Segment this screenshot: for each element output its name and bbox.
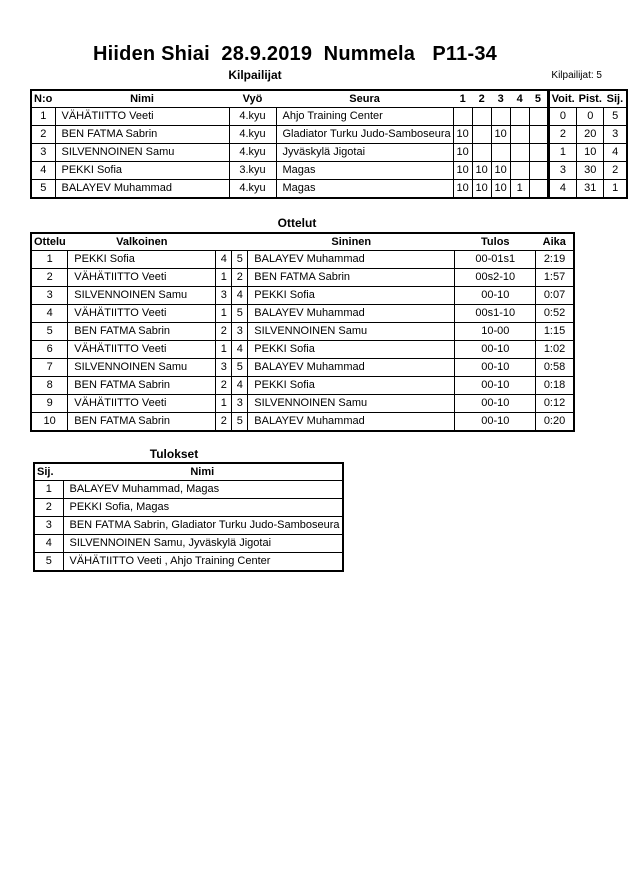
cell-tulos: 00s2-10 [455,269,536,287]
table-row [31,395,574,413]
cell-bno: 5 [232,251,248,269]
cell-pist: 0 [577,108,604,126]
col-header-pist: Pist. [577,90,604,108]
table-row [31,341,574,359]
cell-sininen: BALAYEV Muhammad [248,251,455,269]
cell-bno: 5 [232,413,248,432]
col-header-wno [216,233,232,251]
table-row [31,287,574,305]
col-header-sij: Sij. [604,90,627,108]
cell-valkoinen: SILVENNOINEN Samu [68,287,216,305]
cell-bno: 4 [232,287,248,305]
cell-bno: 3 [232,395,248,413]
cell-sij: 2 [34,499,63,517]
cell-bno: 5 [232,359,248,377]
cell-voit: 1 [548,144,577,162]
cell-pist: 30 [577,162,604,180]
cell-ottelu: 9 [31,395,68,413]
cell-sij: 2 [604,162,627,180]
cell-sij: 3 [604,126,627,144]
cell-vyo: 4.kyu [229,108,276,126]
cell-ottelu: 6 [31,341,68,359]
cell-bno: 3 [232,323,248,341]
cell-sininen: BALAYEV Muhammad [248,305,455,323]
cell-valkoinen: VÄHÄTIITTO Veeti [68,305,216,323]
cell-s1: 10 [453,126,472,144]
cell-s1 [453,108,472,126]
col-header-tulos: Tulos [455,233,536,251]
cell-nimi [63,553,343,572]
cell-s3 [491,144,510,162]
cell-s3 [491,108,510,126]
seura-text: Jyväskylä Jigotai [282,146,366,158]
cell-nimi: PEKKI Sofia [55,162,229,180]
table-row [31,251,574,269]
cell-s3: 10 [491,162,510,180]
cell-aika: 1:15 [536,323,574,341]
table-row [34,553,343,572]
cell-tulos: 00-10 [455,413,536,432]
cell-valkoinen: VÄHÄTIITTO Veeti [68,341,216,359]
cell-nimi: BEN FATMA Sabrin [55,126,229,144]
table-row [34,499,343,517]
page-title: Hiiden Shiai 28.9.2019 Nummela P11-34 [93,43,497,65]
cell-sininen: BALAYEV Muhammad [248,413,455,432]
ottelut-header-row [31,233,574,251]
cell-seura [276,162,453,180]
cell-tulos: 00-10 [455,377,536,395]
section-title-kilpailijat: Kilpailijat [228,68,282,82]
cell-ottelu: 2 [31,269,68,287]
cell-sininen: SILVENNOINEN Samu [248,323,455,341]
col-header-sininen: Sininen [248,233,455,251]
col-header-s5: 5 [529,90,548,108]
cell-no: 1 [31,108,55,126]
cell-pist: 10 [577,144,604,162]
cell-nimi: SILVENNOINEN Samu [55,144,229,162]
cell-valkoinen: VÄHÄTIITTO Veeti [68,269,216,287]
cell-sij: 1 [604,180,627,199]
cell-wno: 2 [216,323,232,341]
cell-sij: 4 [34,535,63,553]
col-header-voit: Voit. [548,90,577,108]
cell-sij: 4 [604,144,627,162]
cell-pist: 20 [577,126,604,144]
cell-sininen: PEKKI Sofia [248,287,455,305]
table-row [31,323,574,341]
cell-sininen: SILVENNOINEN Samu [248,395,455,413]
cell-s2: 10 [472,162,491,180]
cell-sij: 1 [34,481,63,499]
cell-seura [276,144,453,162]
cell-bno: 4 [232,377,248,395]
cell-s2 [472,126,491,144]
cell-aika: 0:58 [536,359,574,377]
cell-bno: 2 [232,269,248,287]
table-row [34,481,343,499]
cell-aika: 0:12 [536,395,574,413]
cell-tulos: 00-10 [455,359,536,377]
cell-s5 [529,180,548,199]
cell-aika: 0:20 [536,413,574,432]
table-row [31,162,627,180]
cell-ottelu: 10 [31,413,68,432]
cell-s4 [510,108,529,126]
section-title-tulokset: Tulokset [149,447,199,461]
cell-nimi [63,535,343,553]
cell-sij: 5 [604,108,627,126]
cell-aika: 0:07 [536,287,574,305]
cell-valkoinen: BEN FATMA Sabrin [68,323,216,341]
cell-wno: 1 [216,395,232,413]
col-header-nimi: Nimi [55,90,229,108]
cell-s5 [529,144,548,162]
col-header-s2: 2 [472,90,491,108]
cell-s4 [510,162,529,180]
table-row [34,517,343,535]
cell-no: 3 [31,144,55,162]
cell-s3: 10 [491,180,510,199]
col-header-ottelu: Ottelu [31,233,68,251]
col-header-aika: Aika [536,233,574,251]
cell-s5 [529,126,548,144]
cell-nimi: BALAYEV Muhammad [55,180,229,199]
cell-nimi [63,499,343,517]
ottelut-table [30,232,575,432]
cell-tulos: 00s1-10 [455,305,536,323]
cell-bno: 4 [232,341,248,359]
cell-no: 4 [31,162,55,180]
cell-valkoinen: VÄHÄTIITTO Veeti [68,395,216,413]
cell-sininen: PEKKI Sofia [248,377,455,395]
seura-text: Gladiator Turku Judo-Samboseura [282,128,451,140]
tulokset-header-row [34,463,343,481]
cell-voit: 3 [548,162,577,180]
cell-seura [276,180,453,199]
table-row [31,144,627,162]
cell-nimi [63,517,343,535]
cell-ottelu: 5 [31,323,68,341]
kilpailijat-table [30,89,628,199]
cell-pist: 31 [577,180,604,199]
cell-aika: 1:02 [536,341,574,359]
cell-valkoinen: BEN FATMA Sabrin [68,377,216,395]
cell-tulos: 00-10 [455,287,536,305]
cell-aika: 2:19 [536,251,574,269]
cell-ottelu: 1 [31,251,68,269]
cell-voit: 0 [548,108,577,126]
cell-s1: 10 [453,180,472,199]
cell-sininen: PEKKI Sofia [248,341,455,359]
seura-text: Magas [282,164,316,176]
cell-wno: 1 [216,341,232,359]
col-header-bno [232,233,248,251]
cell-voit: 4 [548,180,577,199]
col-header-vyo: Vyö [229,90,276,108]
result-text: VÄHÄTIITTO Veeti , Ahjo Training Center [69,555,271,567]
cell-s1: 10 [453,162,472,180]
cell-seura [276,126,453,144]
table-row [31,377,574,395]
seura-text: Magas [282,182,316,194]
competitors-count: Kilpailijat: 5 [551,70,602,81]
table-row [31,305,574,323]
cell-tulos: 00-01s1 [455,251,536,269]
cell-ottelu: 8 [31,377,68,395]
cell-nimi [63,481,343,499]
cell-aika: 1:57 [536,269,574,287]
table-row [31,269,574,287]
col-header-s1: 1 [453,90,472,108]
cell-wno: 3 [216,287,232,305]
col-header-seura: Seura [276,90,453,108]
cell-sininen: BEN FATMA Sabrin [248,269,455,287]
cell-s5 [529,162,548,180]
cell-s4 [510,144,529,162]
seura-text: Ahjo Training Center [282,110,383,122]
cell-nimi: VÄHÄTIITTO Veeti [55,108,229,126]
cell-voit: 2 [548,126,577,144]
cell-ottelu: 4 [31,305,68,323]
cell-wno: 3 [216,359,232,377]
cell-no: 2 [31,126,55,144]
result-text: SILVENNOINEN Samu, Jyväskylä Jigotai [69,537,272,549]
col-header-valkoinen: Valkoinen [68,233,216,251]
cell-vyo: 4.kyu [229,144,276,162]
table-row [31,126,627,144]
tulokset-table [33,462,344,572]
cell-wno: 1 [216,305,232,323]
cell-valkoinen: BEN FATMA Sabrin [68,413,216,432]
cell-ottelu: 3 [31,287,68,305]
cell-vyo: 4.kyu [229,180,276,199]
cell-aika: 0:52 [536,305,574,323]
result-text: BALAYEV Muhammad, Magas [69,483,220,495]
table-row [31,180,627,199]
cell-valkoinen: PEKKI Sofia [68,251,216,269]
cell-no: 5 [31,180,55,199]
cell-s4 [510,126,529,144]
cell-vyo: 3.kyu [229,162,276,180]
col-header-s3: 3 [491,90,510,108]
cell-s2: 10 [472,180,491,199]
result-text: BEN FATMA Sabrin, Gladiator Turku Judo-Samboseura [69,519,340,531]
kilpailijat-header-row [31,90,627,108]
cell-valkoinen: SILVENNOINEN Samu [68,359,216,377]
cell-tulos: 00-10 [455,395,536,413]
cell-sij: 5 [34,553,63,572]
cell-tulos: 00-10 [455,341,536,359]
cell-aika: 0:18 [536,377,574,395]
cell-seura [276,108,453,126]
cell-s5 [529,108,548,126]
cell-s4: 1 [510,180,529,199]
col-header-sij: Sij. [34,463,63,481]
cell-s3: 10 [491,126,510,144]
cell-vyo: 4.kyu [229,126,276,144]
cell-bno: 5 [232,305,248,323]
cell-s2 [472,108,491,126]
col-header-s4: 4 [510,90,529,108]
col-header-no: N:o [31,90,55,108]
table-row [31,413,574,432]
section-title-ottelut: Ottelut [277,216,317,230]
cell-s2 [472,144,491,162]
cell-sininen: BALAYEV Muhammad [248,359,455,377]
cell-wno: 4 [216,251,232,269]
cell-wno: 1 [216,269,232,287]
cell-ottelu: 7 [31,359,68,377]
cell-tulos: 10-00 [455,323,536,341]
result-text: PEKKI Sofia, Magas [69,501,170,513]
cell-wno: 2 [216,377,232,395]
col-header-nimi: Nimi [63,463,343,481]
cell-wno: 2 [216,413,232,432]
cell-s1: 10 [453,144,472,162]
cell-sij: 3 [34,517,63,535]
table-row [31,359,574,377]
table-row [31,108,627,126]
table-row [34,535,343,553]
